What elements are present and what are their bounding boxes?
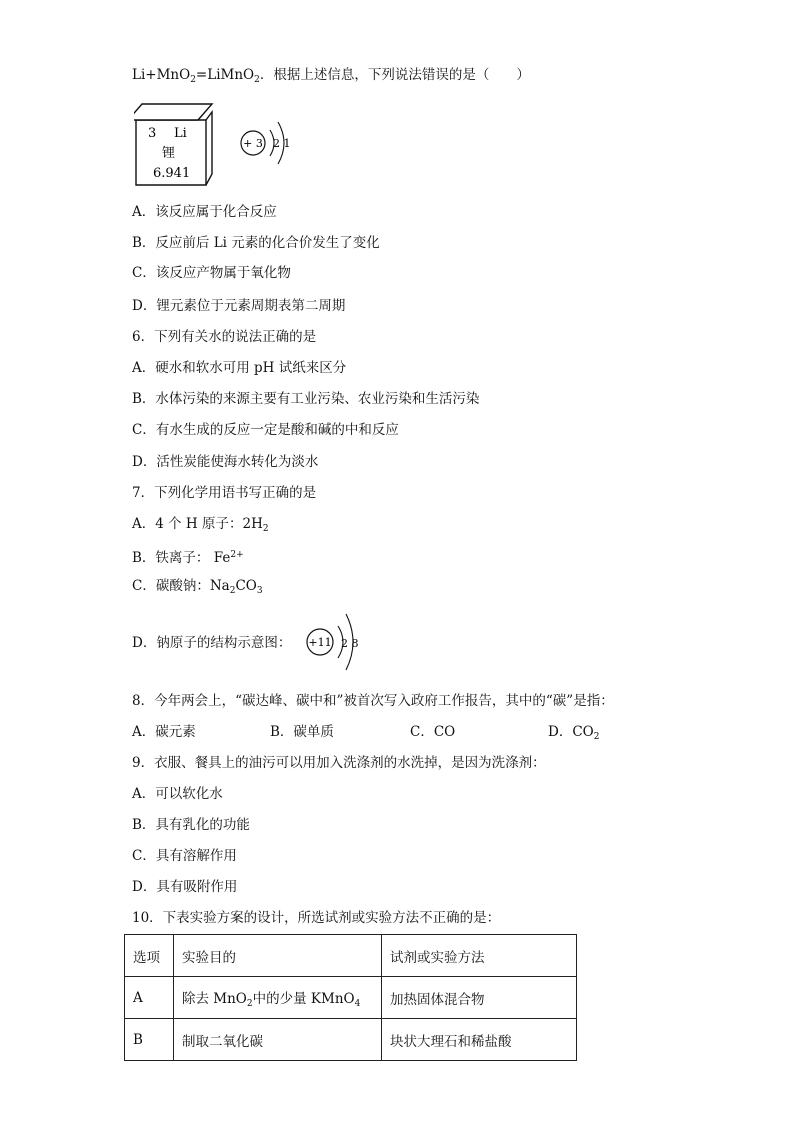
q9-option-c: C．具有溶解作用 (132, 848, 237, 864)
q5-stem-suffix: ．根据上述信息，下列说法错误的是（ ） (259, 67, 530, 83)
table-header-row (125, 935, 577, 977)
element-card (134, 100, 214, 188)
q5-option-b: B．反应前后 Li 元素的化合价发生了变化 (132, 235, 380, 251)
q6-option-d: D．活性炭能使海水转化为淡水 (132, 454, 319, 470)
table-row (125, 977, 577, 1019)
table-cell-method: 块状大理石和稀盐酸 (382, 1019, 577, 1061)
na-nucleus-charge: +11 (308, 636, 332, 649)
q8-option-a: A．碳元素 (132, 724, 196, 740)
table-cell-method: 加热固体混合物 (382, 977, 577, 1019)
q8-option-d-text: D．CO (548, 724, 594, 740)
q7-option-b (132, 546, 244, 567)
q5-stem-prefix: Li+MnO (132, 67, 191, 83)
element-name: 锂 (162, 146, 176, 161)
q8-option-b: B．碳单质 (270, 724, 334, 740)
q9-option-b: B．具有乳化的功能 (132, 817, 250, 833)
q7-option-c-sub2: 3 (256, 586, 263, 596)
element-number: 3 (148, 126, 157, 141)
row-a-goal-mid: 中的少量 KMnO (252, 990, 355, 1007)
q6-option-a: A．硬水和软水可用 pH 试纸来区分 (132, 360, 347, 376)
li-atom-diagram (236, 116, 302, 168)
li-electron-shells: 2 1 (273, 137, 291, 150)
q8-option-d (548, 723, 599, 746)
q8-stem: 8．今年两会上，“碳达峰、碳中和”被首次写入政府工作报告，其中的“碳”是指： (132, 693, 614, 709)
q5-stem-sub-a: 2 (190, 75, 196, 85)
table-header-goal: 实验目的 (174, 935, 382, 977)
q7-option-a-sub: 2 (262, 524, 269, 534)
q5-option-d: D．锂元素位于元素周期表第二周期 (132, 298, 346, 314)
q7-option-c-sub1: 2 (229, 586, 236, 596)
q7-option-a-text: A．4 个 H 原子：2H (132, 516, 263, 532)
q6-option-c: C．有水生成的反应一定是酸和碱的中和反应 (132, 422, 399, 438)
q7-option-d: D．钠原子的结构示意图： (132, 635, 292, 651)
table-cell-goal (174, 977, 382, 1019)
element-symbol: Li (174, 126, 187, 141)
element-mass: 6.941 (153, 166, 191, 181)
row-a-goal-sub2: 4 (354, 998, 361, 1009)
na-atom-diagram (302, 606, 372, 676)
table-cell-option: A (125, 977, 174, 1019)
na-electron-shells: 2 8 (341, 637, 359, 650)
table-row (125, 1019, 577, 1061)
q6-option-b: B．水体污染的来源主要有工业污染、农业污染和生活污染 (132, 391, 480, 407)
q7-option-c (132, 577, 263, 600)
q5-option-c: C．该反应产物属于氧化物 (132, 265, 291, 281)
q7-stem: 7．下列化学用语书写正确的是 (132, 485, 317, 501)
table-header-method: 试剂或实验方法 (382, 935, 577, 977)
q5-stem (132, 66, 530, 89)
li-nucleus-charge: + 3 (243, 137, 263, 150)
row-a-goal-sub1: 2 (246, 998, 253, 1009)
q8-option-d-sub: 2 (593, 732, 600, 742)
q8-option-c: C．CO (410, 724, 456, 740)
q9-option-d: D．具有吸附作用 (132, 879, 238, 895)
table-header-option: 选项 (125, 935, 174, 977)
q5-stem-sub-b: 2 (254, 75, 260, 85)
experiment-table (124, 934, 577, 1061)
q7-option-a (132, 515, 269, 538)
q9-stem: 9．衣服、餐具上的油污可以用加入洗涤剂的水洗掉，是因为洗涤剂： (132, 755, 546, 771)
table-cell-option: B (125, 1019, 174, 1061)
q7-option-b-text: B．铁离子： Fe (132, 550, 231, 566)
q7-option-c-mid: CO (235, 578, 257, 594)
table-cell-goal: 制取二氧化碳 (174, 1019, 382, 1061)
q7-option-b-sup: 2+ (230, 550, 244, 560)
q5-stem-mid: =LiMnO (195, 67, 255, 83)
q6-stem: 6．下列有关水的说法正确的是 (132, 329, 317, 345)
q10-stem: 10．下表实验方案的设计，所选试剂或实验方法不正确的是： (132, 910, 501, 926)
q5-option-a: A．该反应属于化合反应 (132, 204, 277, 220)
q7-option-c-text: C．碳酸钠：Na (132, 578, 230, 594)
q9-option-a: A．可以软化水 (132, 786, 223, 802)
row-a-goal-pre: 除去 MnO (182, 990, 247, 1007)
